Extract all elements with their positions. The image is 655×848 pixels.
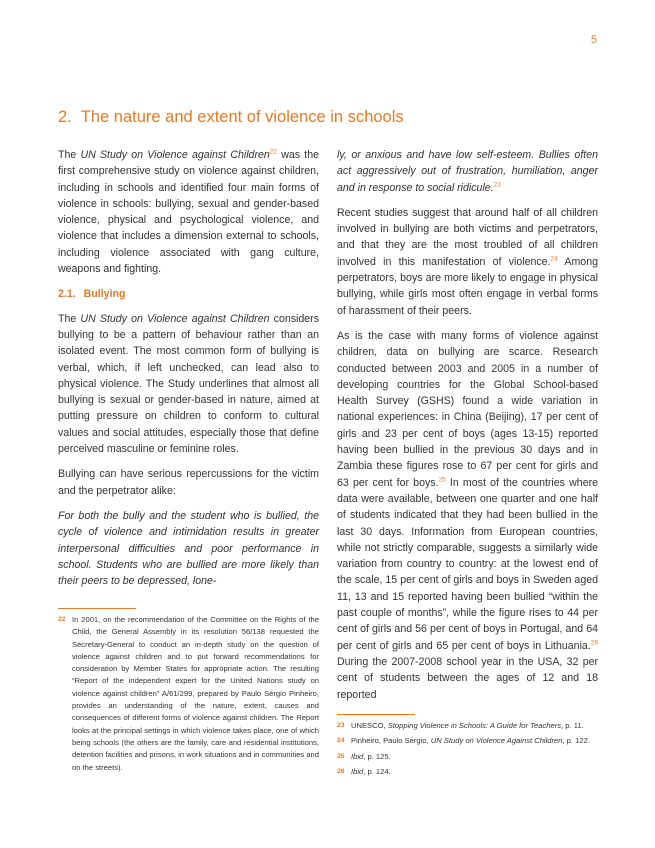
footnote-number: 25	[337, 752, 345, 760]
right-column	[337, 147, 598, 712]
footnote-26	[337, 766, 598, 778]
footnote-text: Ibid, p. 125.	[351, 751, 391, 761]
footnote-number: 23	[337, 722, 345, 729]
paragraph-recent-studies: Recent studies suggest that around half of all children involved in bullying are both victims and perpetrators, and that they are the most troubled of all children involved in this manifestation of violence.$^{24}$ Among perpetrators, boys are more likely to engage in physical bullying, while girls most often engage in verbal forms of harassment of their peers.	[337, 206, 598, 317]
subsection-heading	[58, 286, 319, 302]
study-title: UN Study on Violence against Children	[80, 149, 270, 161]
subsection-title: Bullying	[83, 288, 126, 301]
footnotes-left	[58, 608, 319, 777]
paragraph-data: As is the case with many forms of violence against children, data on bullying are scarce. Research conducted between 2003 and 2005 in a number of developing countries for the Global School-based Health Survey (GSHS) found a wide variation in national experiences: in China (Beijing), 17 per cent of girls and 23 per cent of boys (ages 13-15) reported having been bullied in the previous 30 days and in Zambia these figures rose to 67 per cent for girls and 63 per cent for boys.$^{25}$ In most of the countries where data were available, between one quarter and one half of students indicated that they had been bullied in the last 30 days. Information from European countries, while not strictly comparable, suggests a similarly wide variation from country to country: at the lowest end of the scale, 15 per cent of girls and boys in Sweden aged 11, 13 and 15 reported having been bullied “within the past couple of months”, while the figure rises to 44 per cent of girls and 56 per cent of boys in Portugal, and 64 per cent of girls and 65 per cent of boys in Lithuania.$^{26}$ During the 2007-2008 school year in the USA, 32 per cent of students between the ages of 12 and 18 reported	[337, 329, 598, 701]
subsection-number: 2.1.	[58, 288, 76, 301]
study-title: UN Study on Violence against Children	[80, 312, 270, 325]
footnote-ref-22[interactable]: 22	[269, 148, 277, 156]
paragraph-intro: The UN Study on Violence against Children$^{22}$ was the first comprehensive study on violence against children, including in schools and identified four main forms of violence in schools: bullying, sexual and gender-based violence, physical and psychological violence, and violence that includes a dimension external to schools, including violence associated with gang culture, weapons and fighting.	[58, 148, 319, 276]
paragraph-repercussions: Bullying can have serious repercussions for the victim and the perpetrator alike:	[58, 468, 319, 497]
footnote-number: 26	[337, 767, 345, 775]
footnote-text: UNESCO, Stopping Violence in Schools: A Guide for Teachers, p. 11.	[351, 721, 584, 730]
footnote-23	[337, 720, 598, 732]
footnote-text: Ibid, p. 124.	[351, 766, 391, 776]
quote-paragraph: For both the bully and the student who is bullied, the cycle of violence and intimidation results in greater interpersonal difficulties and poor performance in school. Students who are bullied are more likely than their peers to be depressed, lone-	[58, 509, 319, 588]
footnote-text: Pinheiro, Paulo Sérgio, UN Study on Violence Against Children, p. 122.	[351, 736, 590, 746]
paragraph-bullying-definition: The UN Study on Violence against Children considers bullying to be a pattern of behaviour rather than an isolated event. The most common form of bullying is verbal, which, if left unchecked, can lead also to physical violence. The Study underlines that almost all bullying is sexual or gender-based in nature, aimed at putting pressure on children to conform to cultural values and social attitudes, especially those that define perceived masculine or feminine roles.	[58, 312, 319, 456]
footnote-text: In 2001, on the recommendation of the Committee on the Rights of the Child, the General Assembly in its resolution 56/138 requested the Secretary-General to conduct an in-depth study on the question of violence against children and to put forward recommendations for consideration by Member States for appropriate action. The resulting “Report of the independent expert for the United Nations study on violence against children” A/61/299, prepared by Paulo Sérgio Pinheiro, provides an understanding of the nature, extent, causes and consequences of different forms of violence against children. The Report looks at the principal settings in which violence takes place, one of which being schools (the others are the family, care and residential institutions, detention facilities and prisons, in work situations and in communities and on the streets).	[72, 615, 319, 772]
footnote-ref-24[interactable]: 24	[550, 255, 558, 263]
footnote-divider	[58, 608, 136, 609]
footnote-divider	[337, 714, 415, 715]
section-title-text: The nature and extent of violence in schools	[80, 108, 404, 126]
page-number: 5	[590, 34, 597, 46]
footnote-ref-26[interactable]: 26	[590, 639, 598, 647]
footnote-22	[58, 614, 319, 774]
footnote-ref-25[interactable]: 25	[438, 476, 446, 484]
footnotes-right	[337, 714, 598, 781]
quote-continuation: ly, or anxious and have low self-esteem. Bullies often act aggressively out of frustration, humiliation, anger and in response to social ridicule.$^{23}$	[337, 149, 598, 194]
section-number: 2.	[58, 108, 72, 126]
footnote-25	[337, 751, 598, 763]
footnote-ref-23[interactable]: 23	[493, 181, 501, 189]
footnote-number: 22	[58, 616, 66, 623]
left-column	[58, 147, 319, 598]
footnote-number: 24	[337, 737, 345, 745]
section-title	[58, 108, 404, 127]
footnote-24	[337, 735, 598, 747]
